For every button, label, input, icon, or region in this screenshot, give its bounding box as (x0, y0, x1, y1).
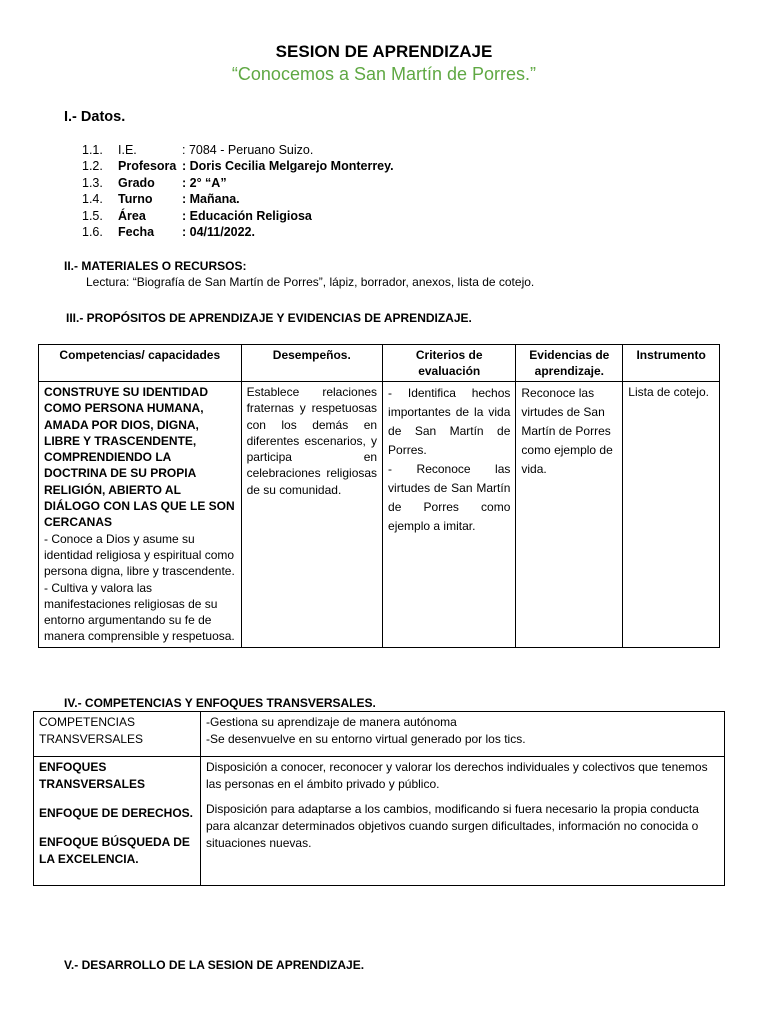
datos-number: 1.4. (82, 192, 103, 207)
capacidad-item: - Cultiva y valora las manifestaciones religiosas de su entorno argumentando su fe de manera comprensible y respetuosa. (44, 580, 235, 644)
enfoque-derechos-label: ENFOQUE DE DERECHOS. (39, 806, 194, 820)
datos-key: Fecha (118, 224, 155, 239)
datos-key: I.E. (118, 143, 137, 157)
section-2-heading: II.- MATERIALES O RECURSOS: (64, 259, 247, 273)
column-header: Desempeños. (241, 345, 382, 382)
datos-row (82, 208, 394, 224)
enfoque-excelencia-label: ENFOQUE BÚSQUEDA DE LA EXCELENCIA. (39, 835, 190, 866)
enfoques-value-cell (201, 757, 725, 886)
enfoques-label-cell (34, 757, 201, 886)
competencia-line: -Gestiona su aprendizaje de manera autónoma (206, 715, 457, 729)
datos-value: : 2° “A” (182, 175, 227, 190)
datos-value: : Mañana. (182, 192, 240, 207)
competencias-value-cell (201, 712, 725, 757)
criterios-cell (383, 382, 516, 648)
datos-key: Área (118, 208, 146, 223)
section-3-heading: III.- PROPÓSITOS DE APRENDIZAJE Y EVIDENCIAS DE APRENDIZAJE. (66, 311, 472, 325)
competencia-line: -Se desenvuelve en su entorno virtual generado por los tics. (206, 732, 526, 746)
datos-value: : Educación Religiosa (182, 208, 312, 223)
competencia-title: CONSTRUYE SU IDENTIDAD COMO PERSONA HUMANA, AMADA POR DIOS, DIGNA, LIBRE Y TRASCENDENTE, COMPRENDIENDO LA DOCTRINA DE SU PROPIA RELIGIÓN, ABIERTO AL DIÁLOGO CON LAS QUE LE SON CERCANAS (44, 385, 235, 530)
datos-value: : 04/11/2022. (182, 224, 255, 239)
datos-key: Grado (118, 175, 155, 190)
enfoque-excelencia-text: Disposición para adaptarse a los cambios, modificando si fuera necesario la propia conducta para alcanzar determinados objetivos cuando surgen dificultades, información no conocida o situaciones nuevas. (206, 802, 699, 850)
criterio-item: - Reconoce las virtudes de San Martín de Porres como ejemplo a imitar. (388, 462, 511, 533)
datos-number: 1.1. (82, 143, 103, 157)
section-1-heading: I.- Datos. (64, 109, 126, 125)
section-4-heading: IV.- COMPETENCIAS Y ENFOQUES TRANSVERSALES. (64, 696, 376, 710)
datos-number: 1.3. (82, 175, 103, 190)
purposes-table (38, 344, 720, 648)
materials-text: Lectura: “Biografía de San Martín de Porres”, lápiz, borrador, anexos, lista de cotejo. (86, 275, 535, 289)
datos-number: 1.6. (82, 224, 103, 239)
datos-row (82, 224, 394, 240)
datos-row (82, 142, 394, 158)
capacidad-item: - Conoce a Dios y asume su identidad religiosa y espiritual como persona digna, libre y trascendente. (44, 531, 235, 579)
criterio-item: - Identifica hechos importantes de la vida de San Martín de Porres. (388, 386, 511, 457)
datos-key: Turno (118, 192, 153, 207)
table-row (34, 712, 725, 757)
enfoques-label: ENFOQUES TRANSVERSALES (39, 760, 146, 791)
datos-number: 1.5. (82, 208, 103, 223)
datos-row (82, 191, 394, 207)
datos-row (82, 158, 394, 174)
datos-key: Profesora (118, 159, 177, 174)
document-subtitle: “Conocemos a San Martín de Porres.” (231, 64, 537, 84)
column-header: Competencias/ capacidades (39, 345, 242, 382)
competencias-cell (39, 382, 242, 648)
column-header: Evidencias de aprendizaje. (516, 345, 623, 382)
enfoque-derechos-text: Disposición a conocer, reconocer y valorar los derechos individuales y colectivos que tenemos las personas en el ámbito privado y público. (206, 760, 708, 791)
datos-value: : 7084 - Peruano Suizo. (182, 143, 314, 157)
datos-list (82, 142, 394, 240)
table-row (39, 382, 720, 648)
document-title: SESION DE APRENDIZAJE (275, 42, 493, 61)
datos-value: : Doris Cecilia Melgarejo Monterrey. (182, 159, 394, 174)
competencias-label-cell: COMPETENCIAS TRANSVERSALES (34, 712, 201, 757)
transversal-table (33, 711, 725, 886)
column-header: Instrumento (623, 345, 720, 382)
datos-number: 1.2. (82, 159, 103, 174)
table-header-row (39, 345, 720, 382)
column-header: Criterios de evaluación (383, 345, 516, 382)
section-5-heading: V.- DESARROLLO DE LA SESION DE APRENDIZAJE. (64, 958, 365, 972)
table-row (34, 757, 725, 886)
instrumento-cell: Lista de cotejo. (623, 382, 720, 648)
desempeno-cell: Establece relaciones fraternas y respetuosas con los demás en diferentes escenarios, y participa en celebraciones religiosas de su comunidad. (241, 382, 382, 648)
evidencia-cell: Reconoce las virtudes de San Martín de Porres como ejemplo de vida. (516, 382, 623, 648)
datos-row (82, 175, 394, 191)
